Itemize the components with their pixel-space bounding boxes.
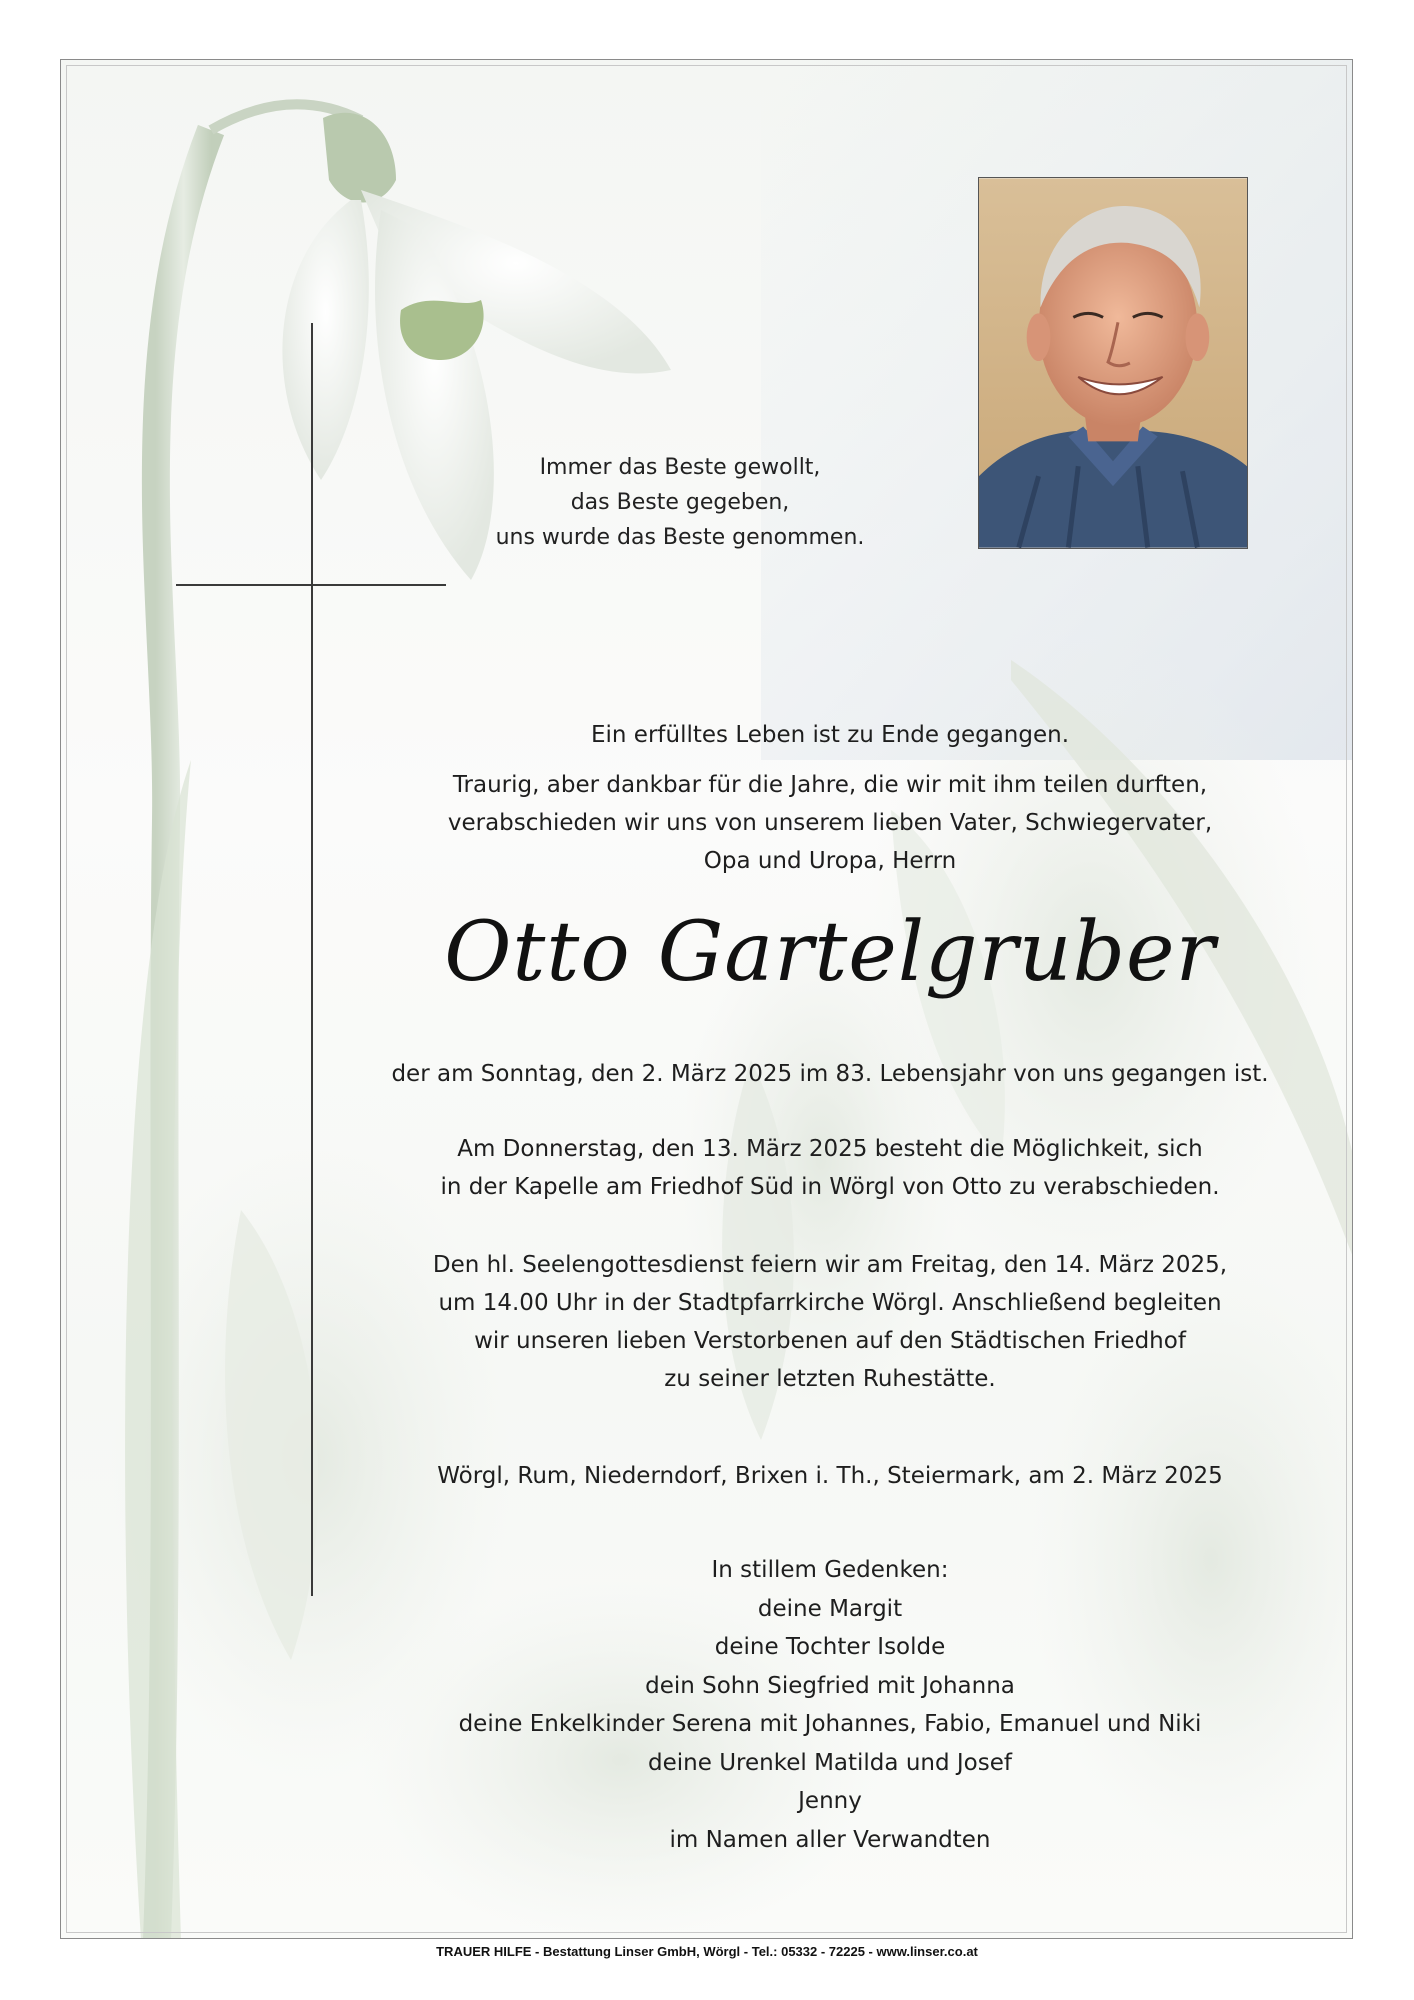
motto-line: Immer das Beste gewollt, bbox=[539, 455, 821, 480]
intro-first-line: Ein erfülltes Leben ist zu Ende gegangen. bbox=[590, 722, 1070, 748]
farewell-block bbox=[340, 1130, 1320, 1206]
deceased-name: Otto Gartelgruber bbox=[444, 905, 1216, 1000]
service-block bbox=[340, 1246, 1320, 1398]
mourners-heading: In stillem Gedenken: bbox=[711, 1557, 949, 1583]
mourner-line: im Namen aller Verwandten bbox=[669, 1826, 991, 1853]
mourner-line: deine Enkelkinder Serena mit Johannes, Fabio, Emanuel und Niki bbox=[458, 1711, 1202, 1737]
funeral-home-footer: TRAUER HILFE - Bestattung Linser GmbH, Wörgl - Tel.: 05332 - 72225 - www.linser.co.at bbox=[436, 1944, 978, 1959]
service-line: Den hl. Seelengottesdienst feiern wir am Freitag, den 14. März 2025, bbox=[432, 1252, 1228, 1278]
place-date-line: Wörgl, Rum, Niederndorf, Brixen i. Th., Steiermark, am 2. März 2025 bbox=[437, 1463, 1223, 1489]
mourner-line: deine Tochter Isolde bbox=[714, 1634, 946, 1660]
mourner-line: dein Sohn Siegfried mit Johanna bbox=[645, 1672, 1015, 1699]
intro-line: Traurig, aber dankbar für die Jahre, die wir mit ihm teilen durften, bbox=[452, 772, 1208, 798]
cross-vertical-bar bbox=[311, 323, 313, 1596]
mourner-line: deine Margit bbox=[757, 1595, 903, 1622]
death-notice bbox=[340, 1055, 1320, 1093]
mourners-block bbox=[340, 1551, 1320, 1859]
motto-line: das Beste gegeben, bbox=[570, 490, 790, 515]
death-notice-line: der am Sonntag, den 2. März 2025 im 83. Lebensjahr von uns gegangen ist. bbox=[391, 1061, 1269, 1087]
portrait-photo bbox=[978, 177, 1248, 549]
service-line: wir unseren lieben Verstorbenen auf den Städtischen Friedhof bbox=[474, 1328, 1186, 1354]
intro-line: verabschieden wir uns von unserem lieben Vater, Schwiegervater, bbox=[447, 810, 1213, 836]
motto-line: uns wurde das Beste genommen. bbox=[495, 525, 865, 550]
farewell-line: in der Kapelle am Friedhof Süd in Wörgl von Otto zu verabschieden. bbox=[440, 1174, 1220, 1200]
cross-horizontal-bar bbox=[176, 584, 446, 586]
intro-line: Opa und Uropa, Herrn bbox=[703, 848, 957, 874]
place-date bbox=[340, 1457, 1320, 1495]
service-line: um 14.00 Uhr in der Stadtpfarrkirche Wörgl. Anschließend begleiten bbox=[438, 1290, 1222, 1316]
mourner-line: Jenny bbox=[798, 1788, 862, 1814]
mourner-line: deine Urenkel Matilda und Josef bbox=[648, 1749, 1012, 1776]
intro-block bbox=[340, 716, 1320, 880]
farewell-line: Am Donnerstag, den 13. März 2025 besteht die Möglichkeit, sich bbox=[457, 1136, 1203, 1162]
service-line: zu seiner letzten Ruhestätte. bbox=[664, 1366, 996, 1392]
motto-verse bbox=[430, 450, 930, 555]
